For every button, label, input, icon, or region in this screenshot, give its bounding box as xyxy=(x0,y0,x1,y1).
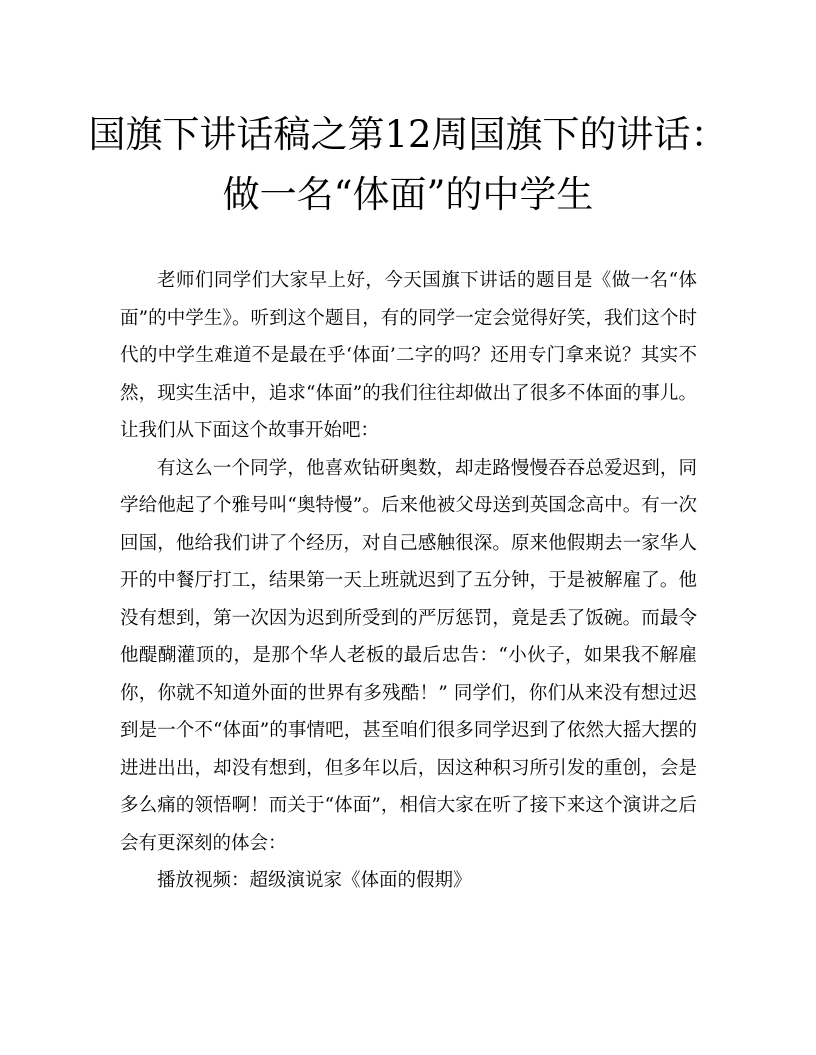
body-paragraph-1: 老师们同学们大家早上好，今天国旗下讲话的题目是《做一名“体面”的中学生》。听到这个题目，有的同学一定会觉得好笑，我们这个时代的中学生难道不是最在乎‘体面’二字的吗？还用专门拿来说？其实不然，现实生活中，追求“体面”的我们往往却做出了很多不体面的事儿。让我们从下面这个故事开始吧： xyxy=(120,270,697,441)
body-paragraph-3: 播放视频：超级演说家《体面的假期》 xyxy=(157,870,472,891)
body-paragraph-2: 有这么一个同学，他喜欢钻研奥数，却走路慢慢吞吞总爱迟到，同学给他起了个雅号叫“奥特慢”。后来他被父母送到英国念高中。有一次回国，他给我们讲了个经历，对自己感触很深。原来他假期去一家华人开的中餐厅打工，结果第一天上班就迟到了五分钟，于是被解雇了。他没有想到，第一次因为迟到所受到的严厉惩罚，竟是丢了饭碗。而最令他醍醐灌顶的，是那个华人老板的最后忠告：“小伙子，如果我不解雇你，你就不知道外面的世界有多残酷！” 同学们，你们从来没有想过迟到是一个不“体面”的事情吧，甚至咱们很多同学迟到了依然大摇大摆的进进出出，却没有想到，但多年以后，因这种积习所引发的重创，会是多么痛的领悟啊！而关于“体面”，相信大家在听了接下来这个演讲之后会有更深刻的体会： xyxy=(120,457,697,854)
document-body xyxy=(120,262,697,900)
document-title-line-1: 国旗下讲话稿之第12周国旗下的讲话： xyxy=(88,113,728,156)
document-title-line-2: 做一名“体面”的中学生 xyxy=(222,173,594,216)
